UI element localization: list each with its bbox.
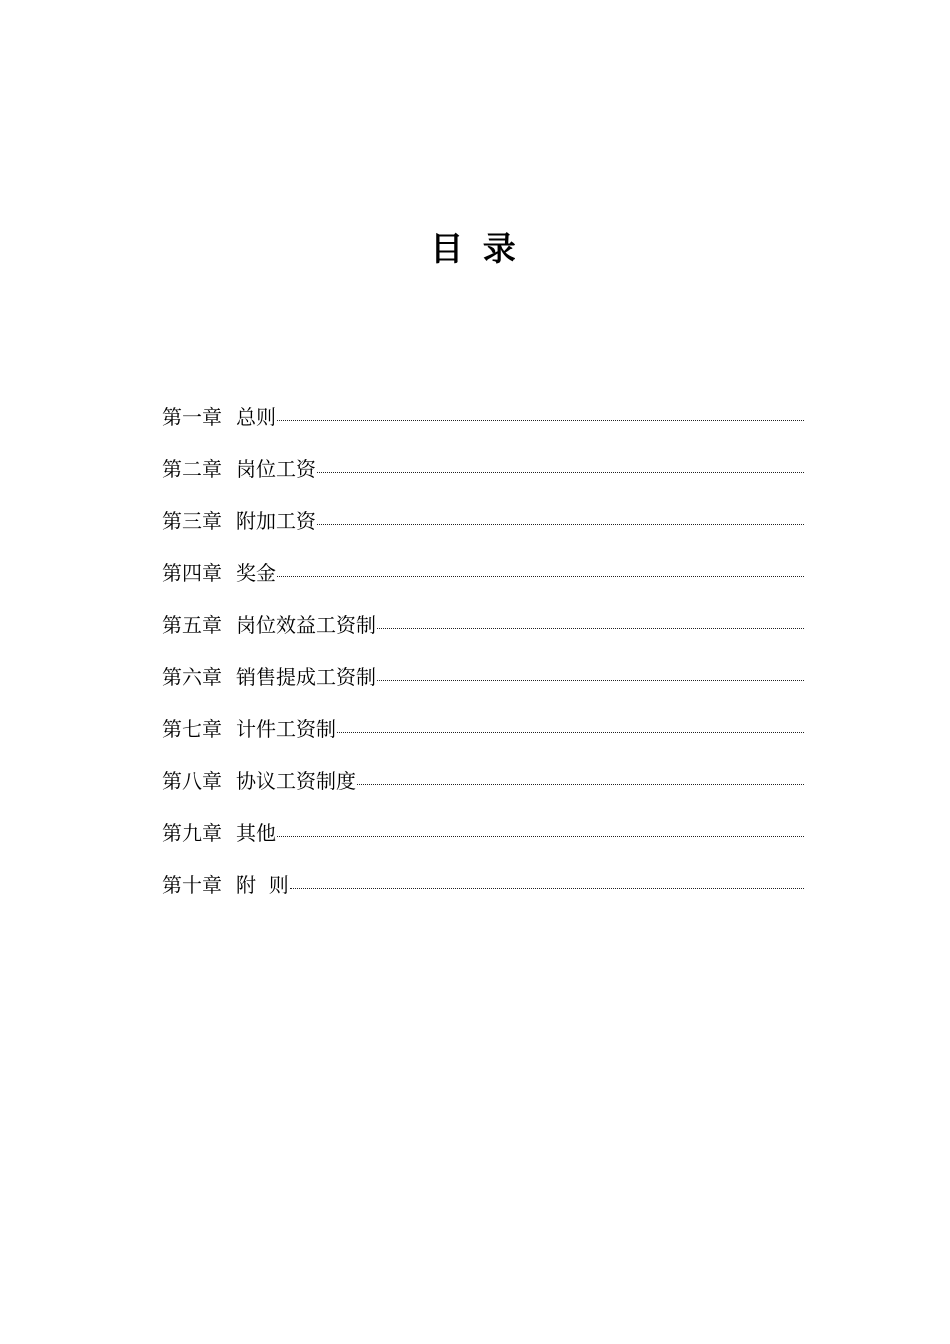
chapter-title: 附 则 <box>236 873 289 897</box>
chapter-number: 第十章 <box>162 873 222 897</box>
chapter-title: 附加工资 <box>236 509 316 533</box>
toc-entry[interactable] <box>162 603 804 655</box>
chapter-title: 岗位工资 <box>236 457 316 481</box>
dot-leader <box>277 836 804 837</box>
toc-entry[interactable] <box>162 707 804 759</box>
chapter-title: 岗位效益工资制 <box>236 613 376 637</box>
toc-entry[interactable] <box>162 655 804 707</box>
chapter-number: 第七章 <box>162 717 222 741</box>
dot-leader <box>357 784 804 785</box>
chapter-number: 第一章 <box>162 405 222 429</box>
dot-leader <box>317 524 804 525</box>
dot-leader <box>277 420 804 421</box>
table-of-contents <box>162 395 804 915</box>
chapter-number: 第八章 <box>162 769 222 793</box>
dot-leader <box>290 888 804 889</box>
toc-entry[interactable] <box>162 811 804 863</box>
chapter-number: 第二章 <box>162 457 222 481</box>
dot-leader <box>337 732 804 733</box>
toc-entry[interactable] <box>162 499 804 551</box>
toc-entry[interactable] <box>162 863 804 915</box>
dot-leader <box>277 576 804 577</box>
chapter-title: 计件工资制 <box>236 717 336 741</box>
dot-leader <box>377 680 804 681</box>
dot-leader <box>317 472 804 473</box>
chapter-title: 奖金 <box>236 561 276 585</box>
chapter-number: 第三章 <box>162 509 222 533</box>
chapter-number: 第九章 <box>162 821 222 845</box>
dot-leader <box>377 628 804 629</box>
chapter-title: 总则 <box>236 405 276 429</box>
chapter-number: 第四章 <box>162 561 222 585</box>
toc-entry[interactable] <box>162 759 804 811</box>
toc-entry[interactable] <box>162 447 804 499</box>
toc-entry[interactable] <box>162 395 804 447</box>
chapter-title: 协议工资制度 <box>236 769 356 793</box>
toc-entry[interactable] <box>162 551 804 603</box>
chapter-title: 销售提成工资制 <box>236 665 376 689</box>
chapter-title: 其他 <box>236 821 276 845</box>
chapter-number: 第六章 <box>162 665 222 689</box>
page-title: 目 录 <box>430 229 520 268</box>
chapter-number: 第五章 <box>162 613 222 637</box>
